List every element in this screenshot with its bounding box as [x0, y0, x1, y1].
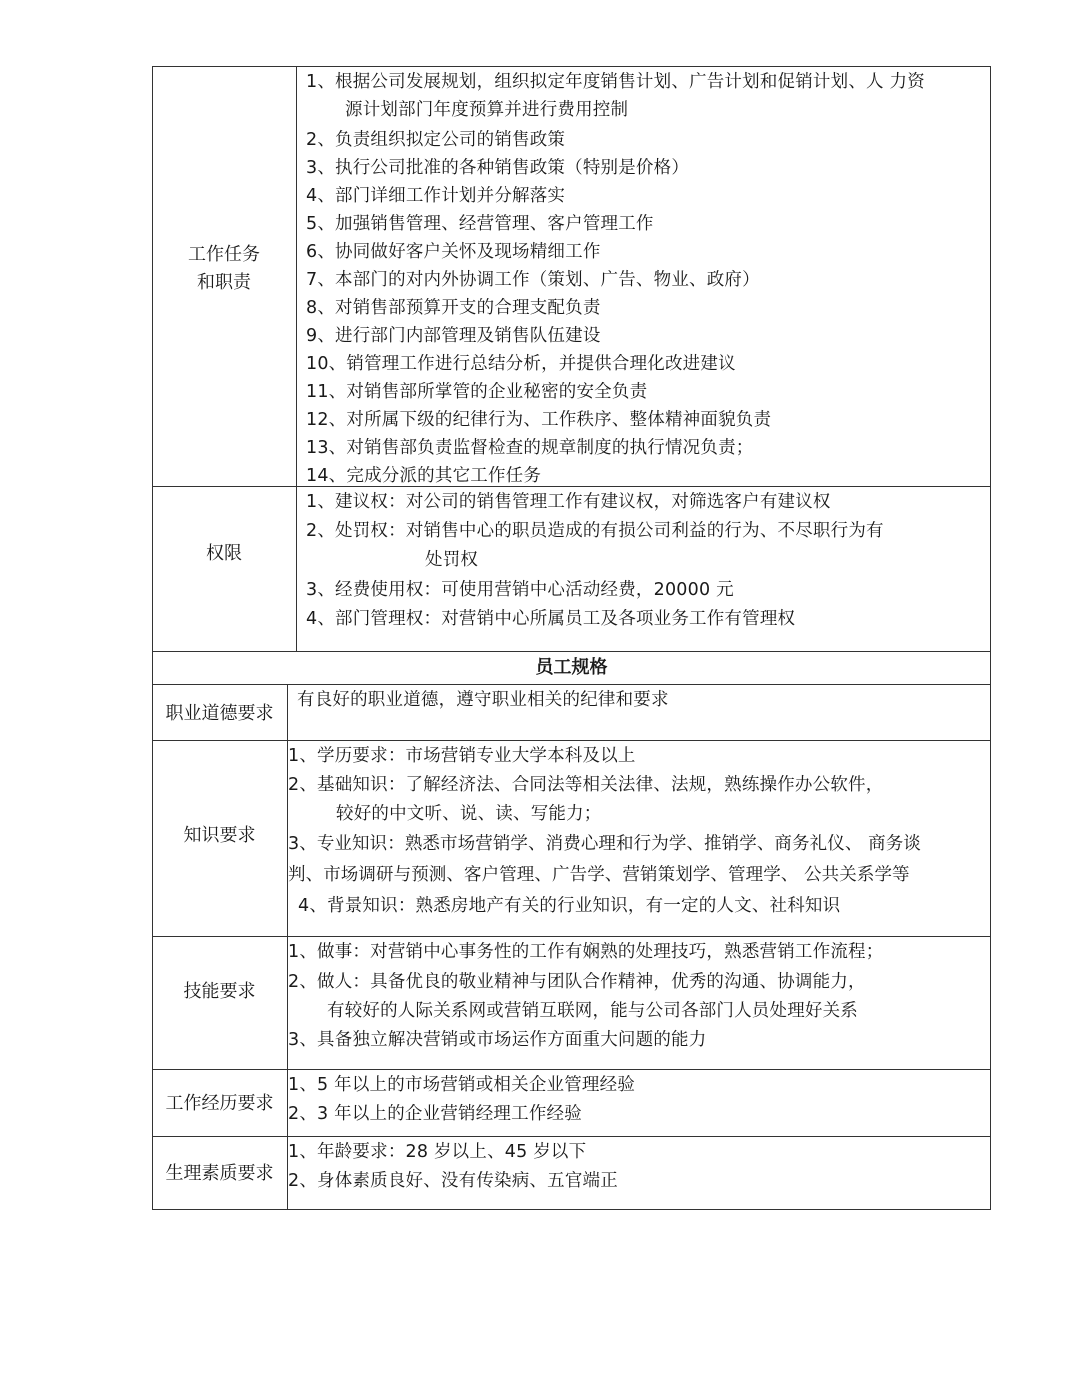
duty-item: 源计划部门年度预算并进行费用控制	[345, 100, 629, 120]
duty-item: 12、对所属下级的纪律行为、工作秩序、整体精神面貌负责	[306, 410, 772, 430]
row-divider	[152, 936, 991, 937]
ethics-label: 职业道德要求	[165, 703, 274, 724]
duties-label-line1: 工作任务	[188, 244, 260, 265]
skills-label: 技能要求	[183, 981, 256, 1002]
skills-item: 1、做事：对营销中心事务性的工作有娴熟的处理技巧，熟悉营销工作流程；	[288, 942, 884, 962]
knowledge-item: 4、背景知识：熟悉房地产有关的行业知识，有一定的人文、社科知识	[298, 896, 841, 916]
skills-item: 有较好的人际关系网或营销互联网，能与公司各部门人员处理好关系	[327, 1001, 858, 1021]
duties-label	[152, 241, 296, 297]
duties-label-line2: 和职责	[197, 272, 251, 293]
ethics-item: 有良好的职业道德，遵守职业相关的纪律和要求	[297, 690, 669, 710]
physical-label: 生理素质要求	[165, 1163, 274, 1184]
authority-item: 1、建议权：对公司的销售管理工作有建议权，对筛选客户有建议权	[306, 492, 831, 512]
row-divider	[152, 486, 991, 487]
knowledge-item: 2、基础知识：了解经济法、合同法等相关法律、法规，熟练操作办公软件，	[288, 775, 884, 795]
knowledge-item: 判、市场调研与预测、客户管理、广告学、营销策划学、管理学、 公共关系学等	[288, 865, 910, 885]
row-divider	[152, 651, 991, 652]
knowledge-label: 知识要求	[183, 825, 256, 846]
duty-item: 14、完成分派的其它工作任务	[306, 466, 542, 486]
duty-item: 10、销管理工作进行总结分析，并提供合理化改进建议	[306, 354, 736, 374]
skills-item: 3、具备独立解决营销或市场运作方面重大问题的能力	[288, 1030, 707, 1050]
knowledge-item: 1、学历要求：市场营销专业大学本科及以上	[288, 746, 636, 766]
duty-item: 11、对销售部所掌管的企业秘密的安全负责	[306, 382, 648, 402]
physical-item: 1、年龄要求：28 岁以上、45 岁以下	[288, 1142, 587, 1162]
column-divider	[296, 66, 297, 651]
experience-item: 2、3 年以上的企业营销经理工作经验	[288, 1104, 582, 1124]
experience-label: 工作经历要求	[165, 1093, 274, 1114]
row-divider	[152, 740, 991, 741]
duty-item: 2、负责组织拟定公司的销售政策	[306, 130, 566, 150]
authority-item: 4、部门管理权：对营销中心所属员工及各项业务工作有管理权	[306, 609, 796, 629]
section-title: 员工规格	[535, 657, 608, 678]
authority-label: 权限	[206, 543, 242, 564]
row-divider	[152, 1136, 991, 1137]
duty-item: 4、部门详细工作计划并分解落实	[306, 186, 566, 206]
knowledge-item: 较好的中文听、说、读、写能力；	[336, 804, 602, 824]
duty-item: 5、加强销售管理、经营管理、客户管理工作	[306, 214, 654, 234]
duty-item: 6、协同做好客户关怀及现场精细工作	[306, 242, 601, 262]
knowledge-item: 3、专业知识：熟悉市场营销学、消费心理和行为学、推销学、商务礼仪、 商务谈	[288, 834, 921, 854]
duty-item: 7、本部门的对内外协调工作（策划、广告、物业、政府）	[306, 270, 760, 290]
authority-item: 2、处罚权：对销售中心的职员造成的有损公司利益的行为、不尽职行为有	[306, 521, 884, 541]
duty-item: 13、对销售部负责监督检查的规章制度的执行情况负责；	[306, 438, 754, 458]
duty-item: 8、对销售部预算开支的合理支配负责	[306, 298, 601, 318]
duty-item: 9、进行部门内部管理及销售队伍建设	[306, 326, 601, 346]
row-divider	[152, 1069, 991, 1070]
duty-item: 1、根据公司发展规划，组织拟定年度销售计划、广告计划和促销计划、人 力资	[306, 72, 925, 92]
duty-item: 3、执行公司批准的各种销售政策（特别是价格）	[306, 158, 690, 178]
authority-item: 处罚权	[425, 550, 479, 570]
authority-item: 3、经费使用权：可使用营销中心活动经费，20000 元	[306, 580, 734, 600]
experience-item: 1、5 年以上的市场营销或相关企业管理经验	[288, 1075, 636, 1095]
physical-item: 2、身体素质良好、没有传染病、五官端正	[288, 1171, 618, 1191]
skills-item: 2、做人：具备优良的敬业精神与团队合作精神，优秀的沟通、协调能力，	[288, 972, 866, 992]
row-divider	[152, 684, 991, 685]
